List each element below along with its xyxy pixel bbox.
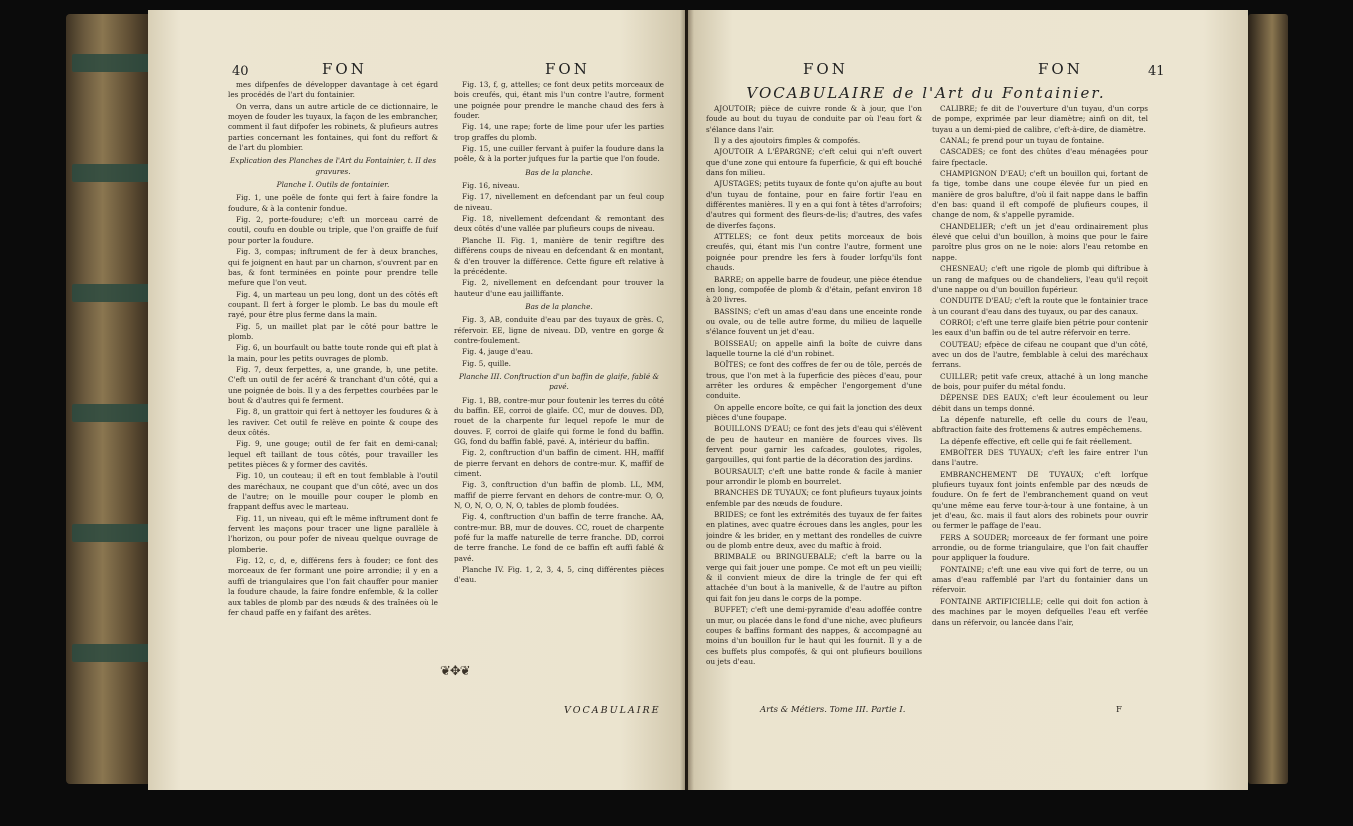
text-paragraph: BRIDES; ce font les extrémités des tuyaux de fer faites en platines, avec quatre écroues dans les angles, pour les joindre & les brider, en y mettant des rondelles de cuivre ou de plomb entre deux, avec du maftic à froid. [706,510,922,551]
text-paragraph: CANAL; fe prend pour un tuyau de fontaine. [940,136,1105,146]
binding-band [72,54,152,72]
text-paragraph: CASCADES; ce font des chûtes d'eau ménagées pour faire fpectacle. [932,147,1148,167]
left-page-column-2 [454,80,664,658]
text-paragraph: BRANCHES DE TUYAUX; ce font plufieurs tuyaux joints enfemble par des nœuds de foudure. [706,488,922,508]
section-heading: Bas de la planche. [525,167,593,177]
section-heading: Planche III. Conftruction d'un baffin de glaife, fablé & pavé. [458,371,660,392]
running-head-left-col2: FON [545,60,590,78]
text-paragraph: COUTEAU; efpèce de cifeau ne coupant que d'un côté, avec un dos de l'autre, femblable à celui des maréchaux ferrans. [932,339,1148,370]
text-paragraph: Planche II. Fig. 1, manière de tenir regiftre des différens coups de niveau en defcendant & en montant, & d'en trouver la différence. Cette figure eft relative à la précédente. [454,235,664,276]
binding-band [72,524,152,542]
text-paragraph: Fig. 4, jauge d'eau. [462,347,533,357]
text-paragraph: Fig. 2, porte-foudure; c'eft un morceau carré de coutil, coufu en double ou triple, que l'on graiffe de fuif pour porter la foudure. [228,215,438,245]
text-paragraph: FONTAINE; c'eft une eau vive qui fort de terre, ou un amas d'eau raffemblé par l'art du fontainier dans un réfervoir. [932,564,1148,595]
text-paragraph: Fig. 7, deux ferpettes, a, une grande, b, une petite. C'eft un outil de fer acéré & tranchant d'un côté, qui a une poignée de bois. Il y a des ferpettes courbées par le bout & d'autres qui fe ferment. [228,364,438,405]
signature-mark: F [1116,705,1122,715]
text-paragraph: Fig. 5, quille. [462,358,511,368]
left-page-column-1 [228,80,438,710]
text-paragraph: On appelle encore boîte, ce qui fait la jonction des deux pièces d'une foupape. [706,402,922,422]
text-paragraph: Fig. 5, un maillet plat par le côté pour battre le plomb. [228,321,438,341]
section-heading: Planche I. Outils de fontainier. [276,180,390,190]
text-paragraph: Fig. 18, nivellement defcendant & remontant des deux côtés d'une vallée par plufieurs coups de niveau. [454,214,664,234]
right-page-column-2 [932,104,1148,702]
text-paragraph: Fig. 3, compas; inftrument de fer à deux branches, qui fe joignent en haut par un charnon, s'ouvrent par en bas, & font terminées en pointe pour prendre telle mefure que l'on veut. [228,247,438,288]
text-paragraph: CHAMPIGNON D'EAU; c'eft un bouillon qui, fortant de fa tige, tombe dans une coupe élevée fur un pied en manière de gros baluftre, d'où il fait nappe dans le baffin d'en bas: quand il eft compofé de plufieurs coupes, il change de nom, & s'appelle pyramide. [932,169,1148,220]
text-paragraph: CONDUITE D'EAU; c'eft la route que le fontainier trace à un courant d'eau dans des tuyaux, ou par des canaux. [932,296,1148,316]
text-paragraph: Fig. 1, une poêle de fonte qui fert à faire fondre la foudure, & à la contenir fondue. [228,193,438,213]
text-paragraph: BASSINS; c'eft un amas d'eau dans une enceinte ronde ou ovale, ou de telle autre forme, du milieu de laquelle s'élance fouvent un jet d'eau. [706,306,922,337]
text-paragraph: FONTAINE ARTIFICIELLE; celle qui doit fon action à des machines par le moyen defquelles l'eau eft verfée dans un réfervoir, ou lancée dans l'air, [932,596,1148,627]
text-paragraph: Fig. 9, une gouge; outil de fer fait en demi-canal; lequel eft taillant de tous côtés, pour travailler les petites pièces & y former des cavités. [228,439,438,470]
text-paragraph: La dépenfe naturelle, eft celle du cours de l'eau, abftraction faite des frottemens & autres empêchemens. [932,414,1148,435]
text-paragraph: AJUSTAGES; petits tuyaux de fonte qu'on ajufte au bout d'un tuyau de fontaine, pour en faire fortir l'eau en différentes manières. Il y en a qui font à têtes d'arrofoirs; d'autres qui forment des fleurs-de-lis; d'autres, des vafes de diverfes façons. [706,179,922,230]
text-paragraph: BOURSAULT; c'eft une batte ronde & facile à manier pour arrondir le plomb en bourrelet. [706,466,922,487]
book-binding-left [66,14,158,784]
text-paragraph: BOISSEAU; on appelle ainfi la boîte de cuivre dans laquelle tourne la clé d'un robinet. [706,338,922,358]
text-paragraph: Fig. 2, conftruction d'un baffin de ciment. HH, maffif de pierre fervant en dehors de contre-mur. K, maffif de ciment. [454,448,664,479]
text-paragraph: Fig. 4, conftruction d'un baffin de terre franche. AA, contre-mur. BB, mur de douves. CC, rouet de charpente pofé fur la maffe naturelle de terre franche. DD, corroi de terre franche. Le fond de ce baffin eft auffi fablé & pavé. [454,512,664,563]
binding-band [72,404,152,422]
text-paragraph: Fig. 14, une rape; forte de lime pour ufer les parties trop graffes du plomb. [454,122,664,142]
text-paragraph: CUILLER; petit vafe creux, attaché à un long manche de bois, pour puifer du métal fondu. [932,371,1148,391]
section-heading: Explication des Planches de l'Art du Fontainier, t. II des gravures. [229,156,437,176]
text-paragraph: CALIBRE; fe dit de l'ouverture d'un tuyau, d'un corps de pompe, exprimée par leur diamètre; ainfi on dit, tel tuyau a un demi-pied de calibre, c'eft-à-dire, de diamètre. [932,104,1148,134]
book-binding-right [1248,14,1288,784]
text-paragraph: CHESNEAU; c'eft une rigole de plomb qui diftribue à un rang de mafques ou de chandeliers, l'eau qu'il reçoit d'une nappe ou d'un bouillon fupérieur. [932,264,1148,294]
fleuron-ornament: ❦✥❦ [440,664,470,679]
running-head-right: FON [803,60,848,78]
page-gutter [680,10,694,790]
text-paragraph: ATTELES; ce font deux petits morceaux de bois creufés, qui, étant mis l'un contre l'autre, forment une poignée pour prendre les fers à fouder lorfqu'ils font chauds. [706,232,922,273]
text-paragraph: Fig. 11, un niveau, qui eft le même inftrument dont fe fervent les maçons pour tracer une ligne parallèle à l'horizon, ou pour pofer de niveau quelque ouvrage de plomberie. [228,513,438,554]
text-paragraph: Fig. 3, conftruction d'un baffin de plomb. LL, MM, maffif de pierre fervant en dehors de contre-mur. O, O, N, O, N, O, O, N, O, tables de plomb foudées. [454,480,664,511]
binding-band [72,284,152,302]
text-paragraph: BOUILLONS D'EAU; ce font des jets d'eau qui s'élèvent de peu de hauteur en manière de fources vives. Ils fervent pour garnir les cafcades, goulotes, rigoles, gargouilles, qui font partie de la décoration des jardins. [706,424,922,465]
running-head-right-col2: FON [1038,60,1083,78]
text-paragraph: Fig. 17, nivellement en defcendant par un feul coup de niveau. [454,192,664,212]
text-paragraph: CHANDELIER; c'eft un jet d'eau ordinairement plus élevé que celui d'un bouillon, à moins que pour le faire paroître plus gros on ne le noie: alors l'eau retombe en nappe. [932,221,1148,262]
page-number-right: 41 [1148,64,1165,79]
text-paragraph: Fig. 4, un marteau un peu long, dont un des côtés eft coupant. Il fert à forger le plomb. Le bas du moule eft rayé, pour être plus ferme dans la main. [228,289,438,320]
text-paragraph: Fig. 16, niveau. [462,181,520,191]
text-paragraph: Fig. 13, f, g, attelles; ce font deux petits morceaux de bois creufés, qui, étant mis l'un contre l'autre, forment une poignée pour prendre le manche chaud des fers à fouder. [454,80,664,121]
text-paragraph: mes difpenfes de développer davantage à cet égard les procédés de l'art du fontainier. [228,80,438,100]
catchword: VOCABULAIRE [564,705,661,716]
text-paragraph: AJOUTOIR A L'ÉPARGNE; c'eft celui qui n'eft ouvert que d'une zone qui entoure fa fuperficie, & qui eft bouché dans fon milieu. [706,147,922,178]
vocabulary-title: VOCABULAIRE de l'Art du Fontainier. [746,84,1106,102]
text-paragraph: Fig. 8, un grattoir qui fert à nettoyer les foudures & à les raviver. Cet outil fe relève en pointe & coupe des deux côtés. [228,407,438,437]
text-paragraph: EMBOÎTER DES TUYAUX; c'eft les faire entrer l'un dans l'autre. [932,448,1148,468]
text-paragraph: CORROI; c'eft une terre glaife bien pétrie pour contenir les eaux d'un baffin ou de tel autre réfervoir en terre. [932,317,1148,338]
binding-band [72,164,152,182]
text-paragraph: Fig. 10, un couteau; il eft en tout femblable à l'outil des maréchaux, ne coupant que d'un côté, avec un dos de l'autre; on le mouille pour couper le plomb en frappant deffus avec le marteau. [228,471,438,512]
text-paragraph: Fig. 3, AB, conduite d'eau par des tuyaux de grès. C, réfervoir. EE, ligne de niveau. DD, ventre en gorge & contre-foulement. [454,315,664,345]
text-paragraph: Fig. 6, un bourfault ou batte toute ronde qui eft plat à la main, pour les petits ouvrages de plomb. [228,343,438,363]
right-page-column-1 [706,104,922,702]
text-paragraph: FERS A SOUDER; morceaux de fer formant une poire arrondie, ou de forme triangulaire, que l'on fait chauffer pour appliquer la foudure. [932,532,1148,563]
text-paragraph: BUFFET; c'eft une demi-pyramide d'eau adoffée contre un mur, ou placée dans le fond d'une niche, avec plufieurs coupes & baffins formant des nappes, & accompagné au moins d'un bouillon fur le haut qui les fournit. Il y a de ces buffets plus compofés, & qui ont plufieurs bouillons ou jets d'eau. [706,605,922,666]
text-paragraph: On verra, dans un autre article de ce dictionnaire, le moyen de fouder les tuyaux, la façon de les embrancher, comment il faut difpofer les robinets, & plufieurs autres parties concernant les fontaines, qui font du reffort & de l'art du plombier. [228,101,438,153]
text-paragraph: Fig. 2, nivellement en defcendant pour trouver la hauteur d'une eau jailliffante. [454,278,664,298]
text-paragraph: DÉPENSE DES EAUX; c'eft leur écoulement ou leur débit dans un temps donné. [932,393,1148,413]
running-head-left: FON [322,60,367,78]
section-heading: Bas de la planche. [525,301,593,311]
signature-line: Arts & Métiers. Tome III. Partie I. [760,705,906,715]
text-paragraph: La dépenfe effective, eft celle qui fe fait réellement. [940,436,1133,446]
text-paragraph: BOÎTES; ce font des coffres de fer ou de tôle, percés de trous, que l'on met à la fuperficie des pièces d'eau, pour arrêter les ordures & empêcher l'engorgement d'une conduite. [706,360,922,401]
text-paragraph: BARRE; on appelle barre de foudeur, une pièce étendue en long, compofée de plomb & d'étain, pefant environ 18 à 20 livres. [706,274,922,305]
text-paragraph: EMBRANCHEMENT DE TUYAUX; c'eft lorfque plufieurs tuyaux font joints enfemble par des nœuds de foudure. On fe fert de l'embranchement quand on veut qu'une même eau ferve tour-à-tour à une fontaine, à un jet d'eau, &c. mais il faut alors des robinets pour ouvrir ou fermer le paffage de l'eau. [932,469,1148,531]
text-paragraph: Fig. 1, BB, contre-mur pour foutenir les terres du côté du baffin. EE, corroi de glaife. CC, mur de douves. DD, rouet de la charpente fur lequel repofe le mur de douves. F, corroi de glaife qui forme le fond du baffin. GG, fond du baffin fablé, pavé. A, intérieur du baffin. [454,395,664,446]
text-paragraph: Fig. 15, une cuiller fervant à puifer la foudure dans la poêle, & à la porter jufques fur la partie que l'on foude. [454,144,664,164]
text-paragraph: AJOUTOIR; pièce de cuivre ronde & à jour, que l'on foude au bout du tuyau de conduite par où l'eau fort & s'élance dans l'air. [706,104,922,134]
text-paragraph: Fig. 12, c, d, e, différens fers à fouder; ce font des morceaux de fer formant une poire arrondie; il y en a auffi de triangulaires que l'on fait chauffer pour manier la foudure chaude, la faire fondre enfemble, & la coller aux tables de plomb par des nœuds & des traînées où le fer chaud paffe en y faifant des arêtes. [228,556,438,617]
binding-band [72,644,152,662]
text-paragraph: BRIMBALE ou BRINGUEBALE; c'eft la barre ou la verge qui fait jouer une pompe. Ce mot eft un peu vieilli; & il convient mieux de dire la tringle de fer qui eft attachée d'un bout à la manivelle, & de l'autre au pifton qui fait fon jeu dans le corps de la pompe. [706,552,922,603]
text-paragraph: Planche IV. Fig. 1, 2, 3, 4, 5, cinq différentes pièces d'eau. [454,565,664,585]
page-number-left: 40 [232,64,249,79]
text-paragraph: Il y a des ajoutoirs fimples & compofés. [714,136,861,146]
